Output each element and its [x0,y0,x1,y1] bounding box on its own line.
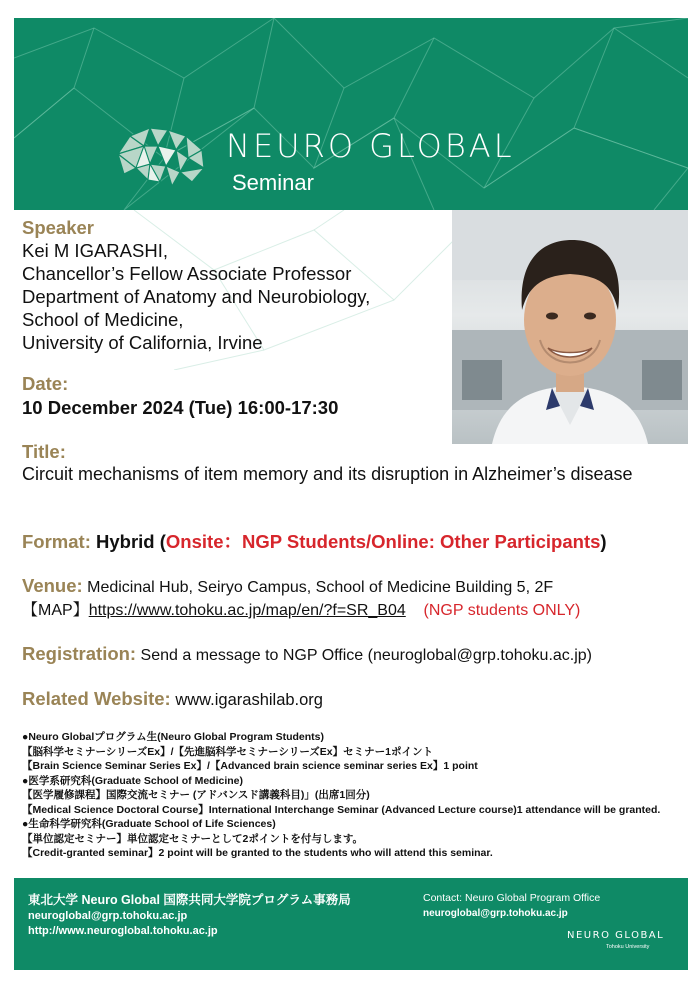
note-line: 【医学履修課程】国際交流セミナー (アドバンスド講義科目)」(出席1回分) [22,789,370,801]
website-section [22,688,323,711]
note-line: 【脳科学セミナーシリーズEx】/【先進脳科学セミナーシリーズEx】セミナー1ポイント [22,745,433,758]
date-value: 10 December 2024 (Tue) 16:00-17:30 [22,397,339,418]
venue-section [22,574,682,622]
footer-email[interactable]: neuroglobal@grp.tohoku.ac.jp [28,910,188,922]
footer-banner [14,878,688,970]
note-line: 【Medical Science Doctoral Course】International Interchange Seminar (Advanced Lecture course)1 attendance will be granted. [22,803,661,816]
footer-url[interactable]: http://www.neuroglobal.tohoku.ac.jp [28,925,218,937]
title-label: Title: [22,441,66,462]
speaker-name: Kei M IGARASHI, [22,240,168,261]
website-link[interactable]: www.igarashilab.org [175,691,323,709]
note-line: 【Brain Science Seminar Series Ex】/【Advanced brain science seminar series Ex】1 point [22,760,478,772]
note-line: ●Neuro Globalプログラム生(Neuro Global Program Students) [22,731,325,743]
date-label: Date: [22,373,69,394]
format-detail: Onsite：NGP Students/Online: Other Participants [165,531,601,552]
note-line: 【Credit-granted seminar】2 point will be granted to the students who will attend this seminar. [22,847,493,859]
speaker-position: Chancellor’s Fellow Associate Professor [22,263,352,284]
note-line: ●医学系研究科(Graduate School of Medicine) [22,774,244,787]
format-section [22,531,682,553]
brand-title: NEURO GLOBAL [226,127,515,165]
website-label: Related Website: [22,688,171,709]
map-link[interactable]: https://www.tohoku.ac.jp/map/en/?f=SR_B04 [88,602,406,619]
note-line: ●生命科学研究科(Graduate School of Life Sciences) [22,818,276,830]
format-open-paren: ( [154,531,166,552]
venue-label: Venue: [22,575,83,596]
venue-note: (NGP students ONLY) [423,602,581,619]
note-line: 【単位認定セミナー】単位認定セミナーとして2ポイントを付与します。 [22,832,363,845]
speaker-university: University of California, Irvine [22,332,263,353]
registration-label: Registration: [22,643,137,664]
footer-contact-email[interactable]: neuroglobal@grp.tohoku.ac.jp [423,908,568,919]
footer-logo: NEURO GLOBAL [567,930,665,941]
speaker-portrait-icon [452,210,688,444]
brand-subtitle: Seminar [232,170,314,195]
title-value: Circuit mechanisms of item memory and its disruption in Alzheimer’s disease [22,464,633,484]
speaker-label: Speaker [22,217,94,238]
footer-logo-sub: Tohoku University [606,944,650,950]
credit-notes [22,730,692,861]
speaker-school: School of Medicine, [22,309,184,330]
speaker-photo [452,210,688,444]
date-section [22,372,452,420]
speaker-department: Department of Anatomy and Neurobiology, [22,286,371,307]
format-mode: Hybrid [96,531,155,552]
speaker-section [22,216,452,354]
map-label: 【MAP】 [22,602,89,619]
format-label: Format: [22,531,91,552]
registration-section [22,643,692,667]
footer-contact: Contact: Neuro Global Program Office [423,892,601,904]
title-section [22,440,662,486]
header-banner [14,18,688,210]
venue-value: Medicinal Hub, Seiryo Campus, School of Medicine Building 5, 2F [87,579,554,596]
brain-logo-icon [110,124,210,192]
registration-value: Send a message to NGP Office (neuroglobal@grp.tohoku.ac.jp) [140,647,593,664]
footer-org: 東北大学 Neuro Global 国際共同大学院プログラム事務局 [28,893,351,907]
format-close-paren: ) [600,531,607,552]
